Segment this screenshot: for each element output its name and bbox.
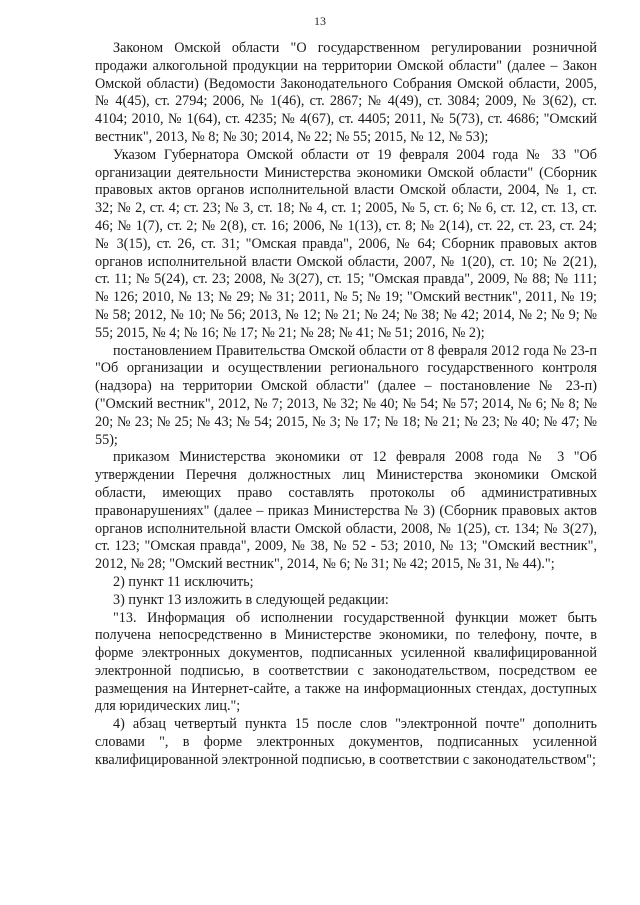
page-number: 13 bbox=[314, 14, 326, 28]
paragraph-ministry-order: приказом Министерства экономики от 12 февраля 2008 года № 3 "Об утверждении Перечня должностных лиц Министерства экономики Омской области, имеющих право составлять протоколы об административных правонарушениях" (далее – приказ Министерства № 3) (Сборник правовых актов органов исполнительной власти Омской области, 2008, № 1(25), ст. 134; № 3(27), ст. 123; "Омская правда", 2009, № 38, № 52 - 53; 2010, № 13; "Омский вестник", 2012, № 28; "Омский вестник", 2014, № 6; № 31; № 42; 2015, № 31, № 44)."; bbox=[95, 449, 597, 573]
paragraph-law-alcohol-regulation: Законом Омской области "О государственном регулировании розничной продажи алкогольной продукции на территории Омской области" (далее – Закон Омской области) (Ведомости Законодательного Собрания Омской области, 2005, № 4(45), ст. 2794; 2006, № 1(46), ст. 2867; № 4(49), ст. 3084; 2009, № 3(62), ст. 4104; 2010, № 1(64), ст. 4235; № 4(67), ст. 4405; 2011, № 5(73), ст. 4686; "Омский вестник", 2013, № 8; № 30; 2014, № 22; № 55; 2015, № 12, № 53); bbox=[95, 40, 597, 145]
paragraph-governor-decree: Указом Губернатора Омской области от 19 февраля 2004 года № 33 "Об организации деятельности Министерства экономики Омской области" (Сборник правовых актов органов исполнительной власти Омской области, 2004, № 1, ст. 32; № 2, ст. 4; ст. 23; № 3, ст. 18; № 4, ст. 1; 2005, № 5, ст. 6; № 6, ст. 12, ст. 13, ст. 46; № 1(7), ст. 2; № 2(8), ст. 16; 2006, № 1(13), ст. 8; № 2(14), ст. 22, ст. 23, ст. 24; № 3(15), ст. 26, ст. 31; "Омская правда", 2006, № 64; Сборник правовых актов органов исполнительной власти Омской области, 2007, № 1(20), ст. 10; № 2(21), ст. 11; № 5(24), ст. 23; 2008, № 3(27), ст. 15; "Омская правда", 2009, № 88; № 111; № 126; 2010, № 13; № 29; № 31; 2011, № 5; № 19; "Омский вестник", 2011, № 19; № 58; 2012, № 10; № 56; 2013, № 12; № 21; № 24; № 38; № 42; 2014, № 2; № 9; № 55; 2015, № 4; № 16; № 17; № 21; № 28; № 41; № 51; 2016, № 2); bbox=[95, 146, 597, 341]
document-body bbox=[95, 40, 597, 770]
paragraph-government-resolution: постановлением Правительства Омской области от 8 февраля 2012 года № 23-п "Об организации и осуществлении регионального государственного контроля (надзора) на территории Омской области" (далее – постановление № 23-п) ("Омский вестник", 2012, № 7; 2013, № 32; № 40; № 54; № 57; 2014, № 6; № 8; № 20; № 23; № 25; № 43; № 54; 2015, № 3; № 17; № 18; № 21; № 23; № 40; № 47; № 55); bbox=[95, 342, 597, 448]
paragraph-point-13: "13. Информация об исполнении государственной функции может быть получена непосредственно в Министерстве экономики, по телефону, почте, в форме электронных документов, подписанных усиленной квалифицированной электронной подписью, в соответствии с законодательством, посредством ее размещения на Интернет-сайте, а также на информационных стендах, доступных для юридических лиц."; bbox=[95, 609, 597, 715]
paragraph-item-2: 2) пункт 11 исключить; bbox=[113, 573, 254, 590]
paragraph-item-3: 3) пункт 13 изложить в следующей редакции: bbox=[113, 591, 389, 608]
paragraph-item-4: 4) абзац четвертый пункта 15 после слов "электронной почте" дополнить словами ", в форме электронных документов, подписанных усиленной квалифицированной электронной подписью, в соответствии с законодательством"; bbox=[95, 716, 597, 768]
